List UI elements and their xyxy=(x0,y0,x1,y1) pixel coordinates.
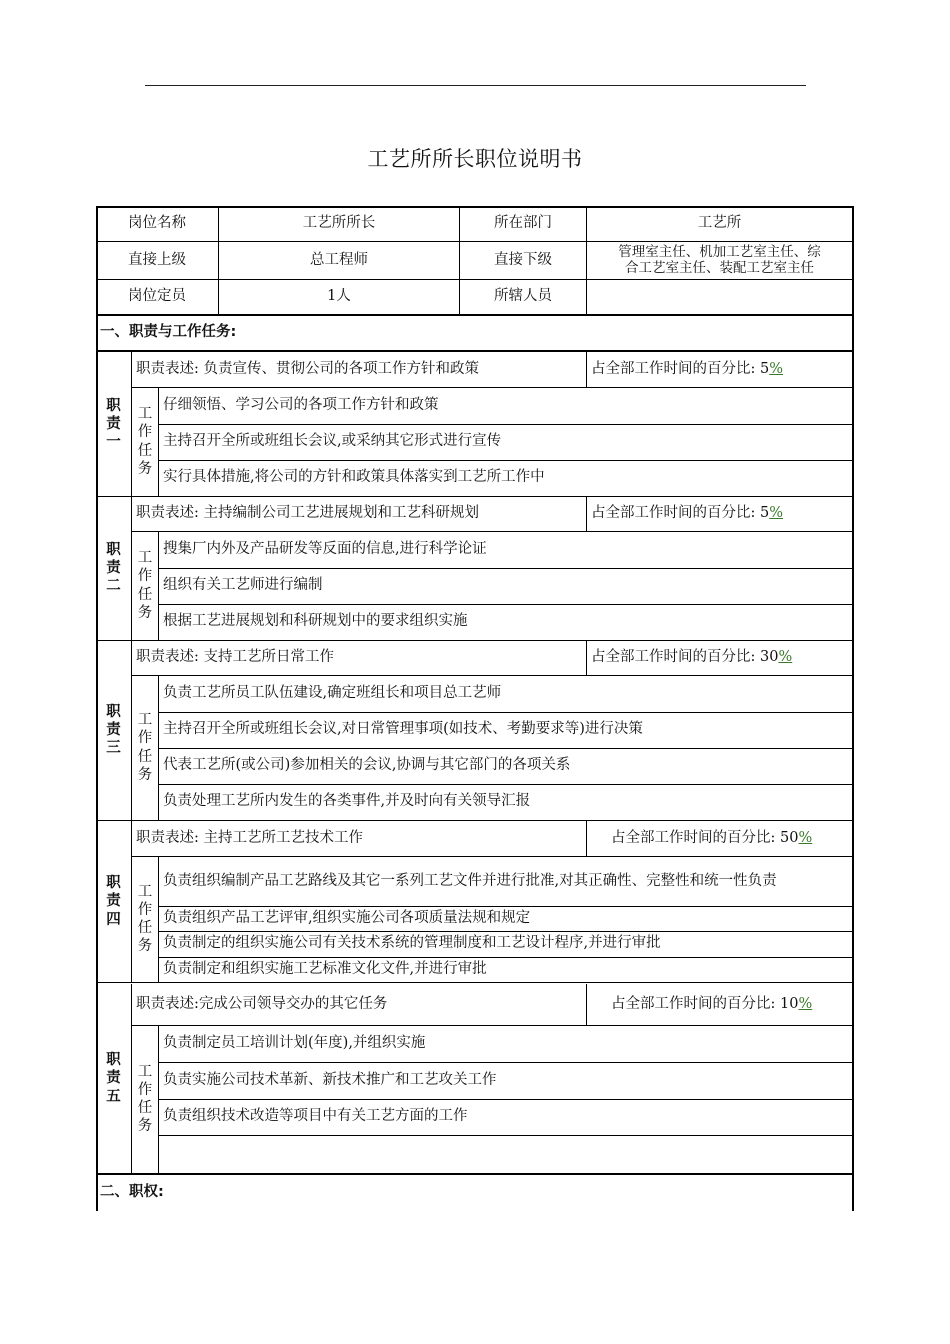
headcount-value: 1人 xyxy=(327,288,351,305)
position-name-label: 岗位名称 xyxy=(128,214,186,231)
work-tasks-label-char: 任 xyxy=(137,920,153,936)
work-task-item: 负责制定和组织实施工艺标准文化文件,并进行审批 xyxy=(163,960,487,977)
duty-label-char: 三 xyxy=(106,740,121,757)
work-tasks-label xyxy=(132,531,158,640)
subordinate-label: 直接下级 xyxy=(494,251,552,268)
work-task-item: 代表工艺所(或公司)参加相关的会议,协调与其它部门的各项关系 xyxy=(163,757,571,774)
percent-sign: % xyxy=(798,995,813,1012)
duty-label xyxy=(96,821,131,982)
time-percentage xyxy=(587,984,852,1025)
duty-label-char: 四 xyxy=(106,911,121,928)
time-percentage-label: 占全部工作时间的百分比: 30 xyxy=(591,648,779,665)
work-tasks-label-char: 工 xyxy=(137,406,153,423)
work-tasks-label-char: 任 xyxy=(137,586,153,603)
work-tasks-label-char: 任 xyxy=(137,442,153,459)
time-percentage xyxy=(587,821,852,856)
work-tasks-label-char: 务 xyxy=(137,460,153,477)
work-tasks-label-char: 务 xyxy=(137,604,153,621)
duty-label xyxy=(96,496,131,640)
time-percentage xyxy=(587,496,852,531)
work-tasks-label-char: 任 xyxy=(137,748,153,765)
work-tasks-label-char: 作 xyxy=(137,424,153,441)
staff-label: 所辖人员 xyxy=(494,288,552,305)
duty-statement: 职责表述:完成公司领导交办的其它任务 xyxy=(136,995,388,1012)
work-task-item: 负责组织编制产品工艺路线及其它一系列工艺文件并进行批准,对其正确性、完整性和统一性负责 xyxy=(163,872,777,889)
work-tasks-label-char: 作 xyxy=(137,1081,153,1098)
duty-statement: 职责表述: 支持工艺所日常工作 xyxy=(136,648,334,665)
work-task-item: 实行具体措施,将公司的方针和政策具体落实到工艺所工作中 xyxy=(163,469,545,486)
duty-label-char: 责 xyxy=(106,893,121,910)
grid-line xyxy=(96,982,854,983)
work-tasks-label-char: 作 xyxy=(137,901,153,918)
time-percentage-label: 占全部工作时间的百分比: 5 xyxy=(591,360,770,377)
work-task-item: 仔细领悟、学习公司的各项工作方针和政策 xyxy=(163,396,439,413)
work-task-item: 负责制定的组织实施公司有关技术系统的管理制度和工艺设计程序,并进行审批 xyxy=(163,935,661,952)
percent-sign: % xyxy=(769,504,783,521)
work-task-item: 负责组织技术改造等项目中有关工艺方面的工作 xyxy=(163,1108,468,1125)
percent-sign: % xyxy=(798,829,813,846)
superior-value: 总工程师 xyxy=(310,251,368,268)
work-tasks-label-char: 任 xyxy=(137,1100,153,1116)
duty-label-char: 职 xyxy=(106,1052,121,1069)
duty-label xyxy=(96,352,131,496)
subordinate-value xyxy=(587,242,852,279)
subordinate-line: 管理室主任、机加工艺室主任、综 xyxy=(618,243,821,260)
work-tasks-label-char: 务 xyxy=(137,1118,153,1135)
duty-label-char: 职 xyxy=(106,703,121,720)
frame-right xyxy=(852,206,854,1211)
work-task-item: 负责组织产品工艺评审,组织实施公司各项质量法规和规定 xyxy=(163,909,531,926)
work-tasks-label xyxy=(132,856,158,982)
duty-statement: 职责表述: 主持工艺所工艺技术工作 xyxy=(136,829,363,846)
duty-label-char: 责 xyxy=(106,721,121,738)
work-tasks-label-char: 工 xyxy=(137,712,153,729)
headcount-label: 岗位定员 xyxy=(128,288,186,305)
work-tasks-label xyxy=(132,1025,158,1173)
time-percentage-label: 占全部工作时间的百分比: 5 xyxy=(591,504,770,521)
duty-label-char: 五 xyxy=(106,1088,121,1105)
superior-label: 直接上级 xyxy=(128,251,186,268)
duty-label-char: 职 xyxy=(106,397,121,414)
staff-value xyxy=(587,280,852,314)
time-percentage-label: 占全部工作时间的百分比: 10 xyxy=(611,995,799,1012)
duty-label-char: 责 xyxy=(106,559,121,576)
duty-statement: 职责表述: 负责宣传、贯彻公司的各项工作方针和政策 xyxy=(136,360,479,377)
work-tasks-label-char: 务 xyxy=(137,938,153,955)
work-task-item xyxy=(159,1135,852,1173)
duty-label xyxy=(96,640,131,820)
subordinate-line: 合工艺室主任、装配工艺室主任 xyxy=(625,259,814,276)
duty-label-char: 责 xyxy=(106,415,121,432)
work-task-item: 搜集厂内外及产品研发等反面的信息,进行科学论证 xyxy=(163,540,487,557)
work-tasks-label-char: 作 xyxy=(137,730,153,747)
work-task-item: 负责制定员工培训计划(年度),并组织实施 xyxy=(163,1034,426,1051)
percent-sign: % xyxy=(769,360,783,377)
work-task-item: 负责工艺所员工队伍建设,确定班组长和项目总工艺师 xyxy=(163,684,502,701)
work-tasks-label-char: 工 xyxy=(137,550,153,567)
work-tasks-label-char: 务 xyxy=(137,766,153,783)
time-percentage xyxy=(587,352,852,387)
duty-label-char: 一 xyxy=(106,434,121,451)
time-percentage-label: 占全部工作时间的百分比: 50 xyxy=(611,829,799,846)
work-tasks-label xyxy=(132,387,158,496)
duty-label-char: 职 xyxy=(106,541,121,558)
duty-label-char: 二 xyxy=(106,578,121,595)
duty-label xyxy=(96,984,131,1173)
section-authority-heading: 二、职权: xyxy=(100,1184,164,1201)
time-percentage xyxy=(587,640,852,675)
work-task-item: 根据工艺进展规划和科研规划中的要求组织实施 xyxy=(163,613,468,630)
job-description-table xyxy=(96,206,854,1211)
section-duties-heading: 一、职责与工作任务: xyxy=(100,324,237,341)
work-tasks-label-char: 工 xyxy=(137,883,153,900)
work-task-item: 负责实施公司技术革新、新技术推广和工艺攻关工作 xyxy=(163,1071,497,1088)
duty-label-char: 责 xyxy=(106,1070,121,1087)
header-rule xyxy=(145,85,806,86)
work-tasks-label-char: 作 xyxy=(137,568,153,585)
duty-label-char: 职 xyxy=(106,875,121,892)
document-title: 工艺所所长职位说明书 xyxy=(367,147,583,171)
work-tasks-label xyxy=(132,675,158,820)
department-value: 工艺所 xyxy=(697,214,742,231)
work-task-item: 负责处理工艺所内发生的各类事件,并及时向有关领导汇报 xyxy=(163,793,531,810)
work-task-item: 主持召开全所或班组长会议,对日常管理事项(如技术、考勤要求等)进行决策 xyxy=(163,721,643,738)
work-task-item: 主持召开全所或班组长会议,或采纳其它形式进行宣传 xyxy=(163,433,502,450)
department-label: 所在部门 xyxy=(494,214,552,231)
work-tasks-label-char: 工 xyxy=(137,1063,153,1080)
percent-sign: % xyxy=(778,648,793,665)
position-name-value: 工艺所所长 xyxy=(302,214,376,231)
duty-statement: 职责表述: 主持编制公司工艺进展规划和工艺科研规划 xyxy=(136,504,479,521)
work-task-item: 组织有关工艺师进行编制 xyxy=(163,577,323,594)
